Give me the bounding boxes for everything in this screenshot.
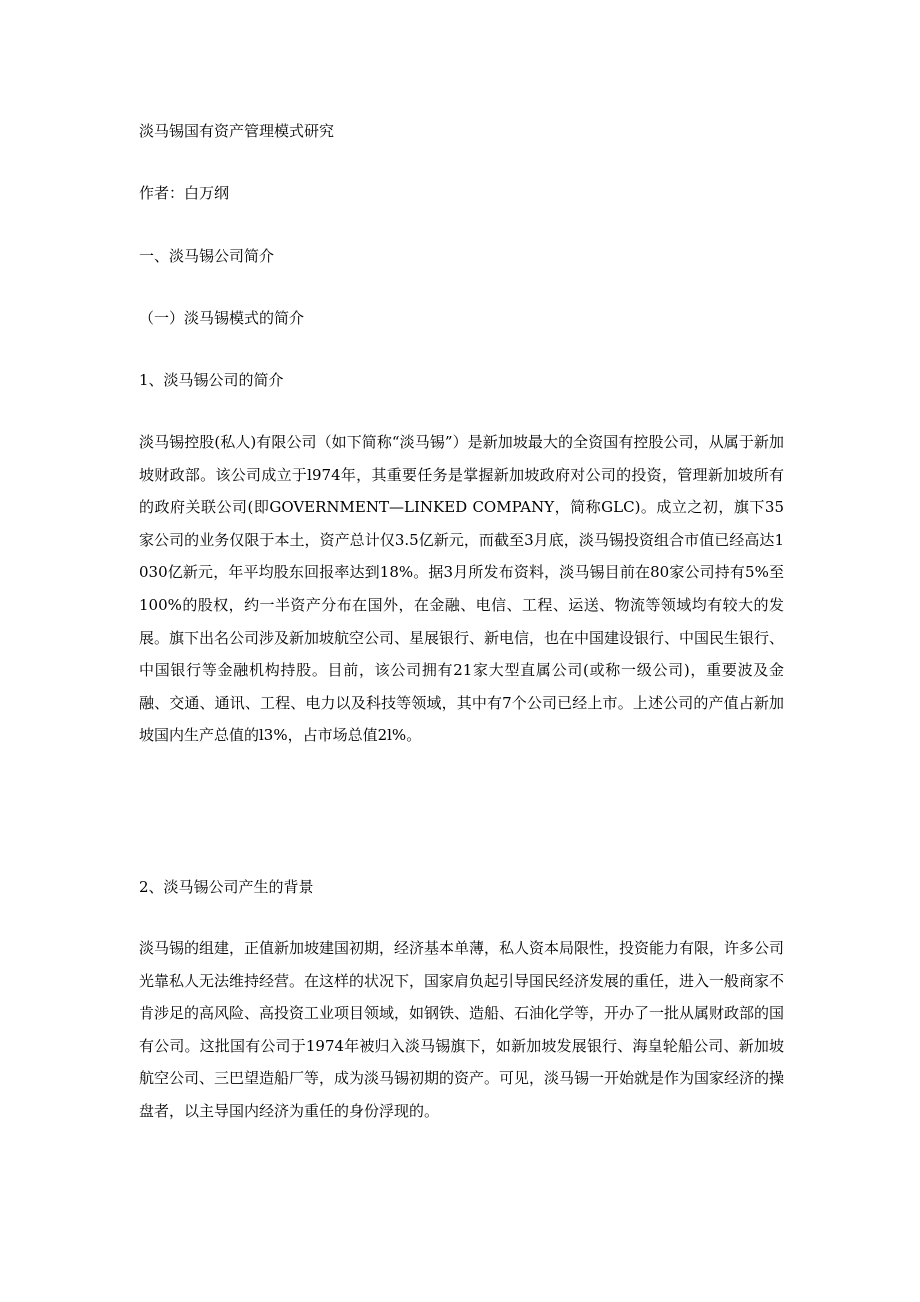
document-title: 淡马锡国有资产管理模式研究 [139, 122, 335, 140]
subsubsection-heading-1-1-2: 2、淡马锡公司产生的背景 [139, 878, 314, 896]
body-paragraph-2: 淡马锡的组建，正值新加坡建国初期，经济基本单薄，私人资本局限性，投资能力有限，许多公司光靠私人无法维持经营。在这样的状况下，国家肩负起引导国民经济发展的重任，进入一般商家不肯涉足的高风险、高投资工业项目领域，如钢铁、造船、石油化学等，开办了一批从属财政部的国有公司。这批国有公司于1974年被归入淡马锡旗下，如新加坡发展银行、海皇轮船公司、新加坡航空公司、三巴望造船厂等，成为淡马锡初期的资产。可见，淡马锡一开始就是作为国家经济的操盘者，以主导国内经济为重任的身份浮现的。 [139, 939, 785, 1120]
subsubsection-heading-1-1-1: 1、淡马锡公司的简介 [139, 371, 284, 389]
body-paragraph-1: 淡马锡控股(私人)有限公司（如下简称“淡马锡”）是新加坡最大的全资国有控股公司，从属于新加坡财政部。该公司成立于l974年，其重要任务是掌握新加坡政府对公司的投资，管理新加坡所有的政府关联公司(即GOVERNMENT—LINKED COMPANY，简称GLC)。成立之初，旗下35家公司的业务仅限于本土，资产总计仅3.5亿新元，而截至3月底，淡马锡投资组合市值已经高达1030亿新元，年平均股东回报率达到18%。据3月所发布资料，淡马锡目前在80家公司持有5%至100%的股权，约一半资产分布在国外，在金融、电信、工程、运送、物流等领域均有较大的发展。旗下出名公司涉及新加坡航空公司、星展银行、新电信，也在中国建设银行、中国民生银行、中国银行等金融机构持股。目前，该公司拥有21家大型直属公司(或称一级公司)，重要波及金融、交通、通讯、工程、电力以及科技等领域，其中有7个公司已经上市。上述公司的产值占新加坡国内生产总值的l3%，占市场总值2l%。 [139, 433, 785, 745]
section-heading-1: 一、淡马锡公司简介 [139, 247, 275, 265]
document-author: 作者：白万纲 [139, 184, 230, 202]
subsection-heading-1-1: （一）淡马锡模式的简介 [139, 309, 305, 327]
